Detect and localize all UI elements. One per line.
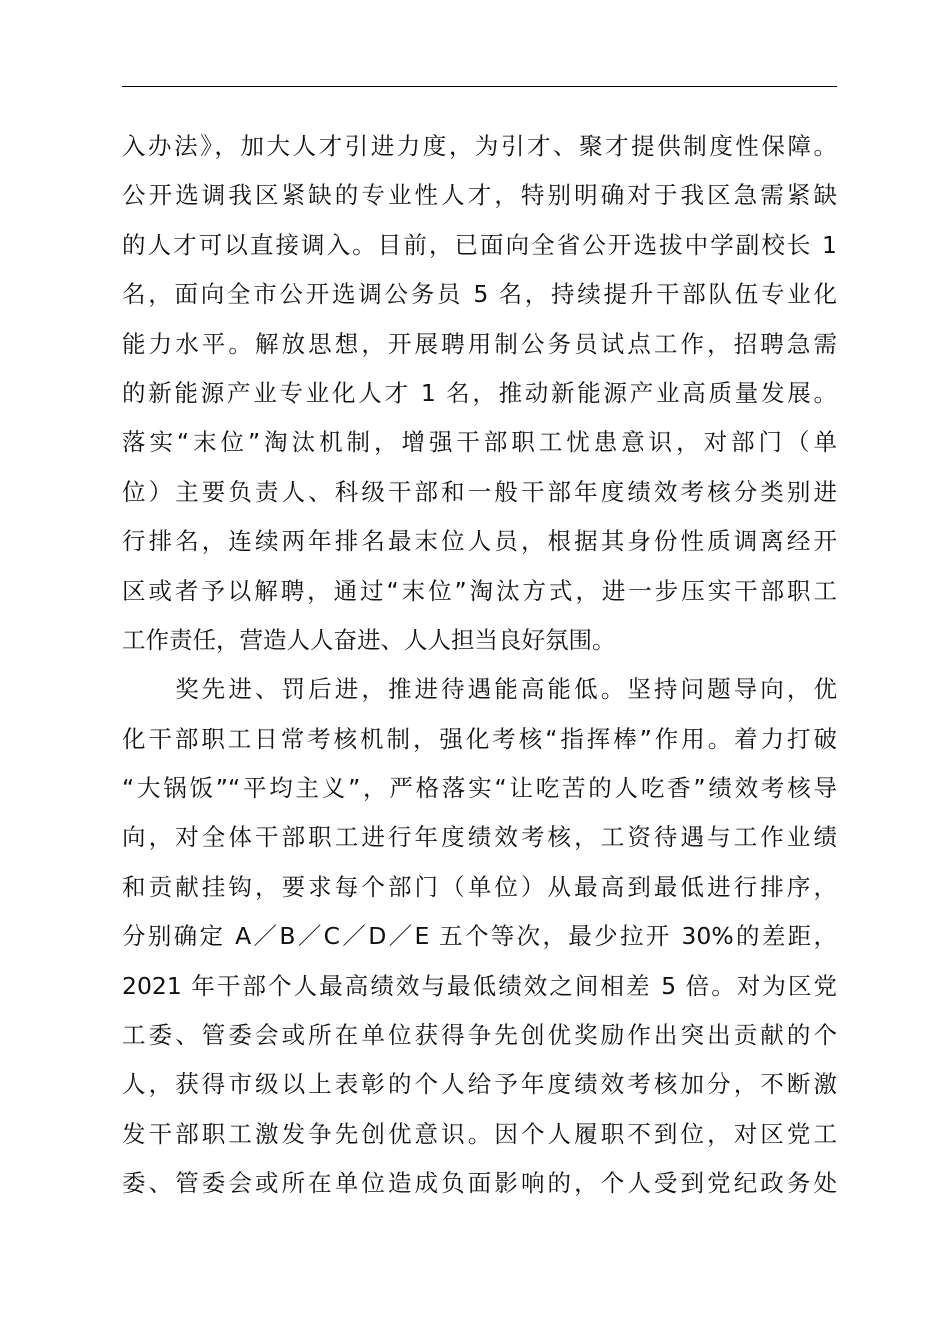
text-line: 工委、管委会或所在单位获得争先创优奖励作出突出贡献的个: [122, 1021, 837, 1050]
text-line: “大锅饭”“平均主义”，严格落实“让吃苦的人吃香”绩效考核导: [122, 774, 837, 803]
text-line: 向，对全体干部职工进行年度绩效考核，工资待遇与工作业绩: [122, 823, 837, 852]
text-line: 奖先进、罚后进，推进待遇能高能低。坚持问题导向，优: [122, 675, 837, 704]
text-line: 2021 年干部个人最高绩效与最低绩效之间相差 5 倍。对为区党: [122, 971, 837, 1000]
text-line: 人，获得市级以上表彰的个人给予年度绩效考核加分，不断激: [122, 1070, 837, 1099]
text-line: 落实“末位”淘汰机制，增强干部职工忧患意识，对部门（单: [122, 428, 837, 457]
text-line: 能力水平。解放思想，开展聘用制公务员试点工作，招聘急需: [122, 329, 837, 358]
text-line: 的人才可以直接调入。目前，已面向全省公开选拔中学副校长 1: [122, 230, 837, 259]
text-line: 委、管委会或所在单位造成负面影响的，个人受到党纪政务处: [122, 1169, 837, 1198]
text-line: 分别确定 A／B／C／D／E 五个等次，最少拉开 30%的差距，: [122, 922, 837, 951]
text-line: 发干部职工激发争先创优意识。因个人履职不到位，对区党工: [122, 1119, 837, 1148]
text-line: 入办法》，加大人才引进力度，为引才、聚才提供制度性保障。: [122, 132, 837, 160]
text-line: 化干部职工日常考核机制，强化考核“指挥棒”作用。着力打破: [122, 724, 837, 753]
text-line: 的新能源产业专业化人才 1 名，推动新能源产业高质量发展。: [122, 378, 837, 407]
text-line: 位）主要负责人、科级干部和一般干部年度绩效考核分类别进: [122, 477, 837, 506]
text-line: 区或者予以解聘，通过“末位”淘汰方式，进一步压实干部职工: [122, 576, 837, 605]
text-line: 和贡献挂钩，要求每个部门（单位）从最高到最低进行排序，: [122, 872, 837, 901]
header-rule: [122, 86, 837, 87]
text-line: 名，面向全市公开选调公务员 5 名，持续提升干部队伍专业化: [122, 280, 837, 309]
body-text: [122, 122, 837, 1209]
text-line: 工作责任，营造人人奋进、人人担当良好氛围。: [122, 625, 616, 654]
text-line: 公开选调我区紧缺的专业性人才，特别明确对于我区急需紧缺: [122, 181, 837, 210]
text-line: 行排名，连续两年排名最末位人员，根据其身份性质调离经开: [122, 527, 837, 556]
